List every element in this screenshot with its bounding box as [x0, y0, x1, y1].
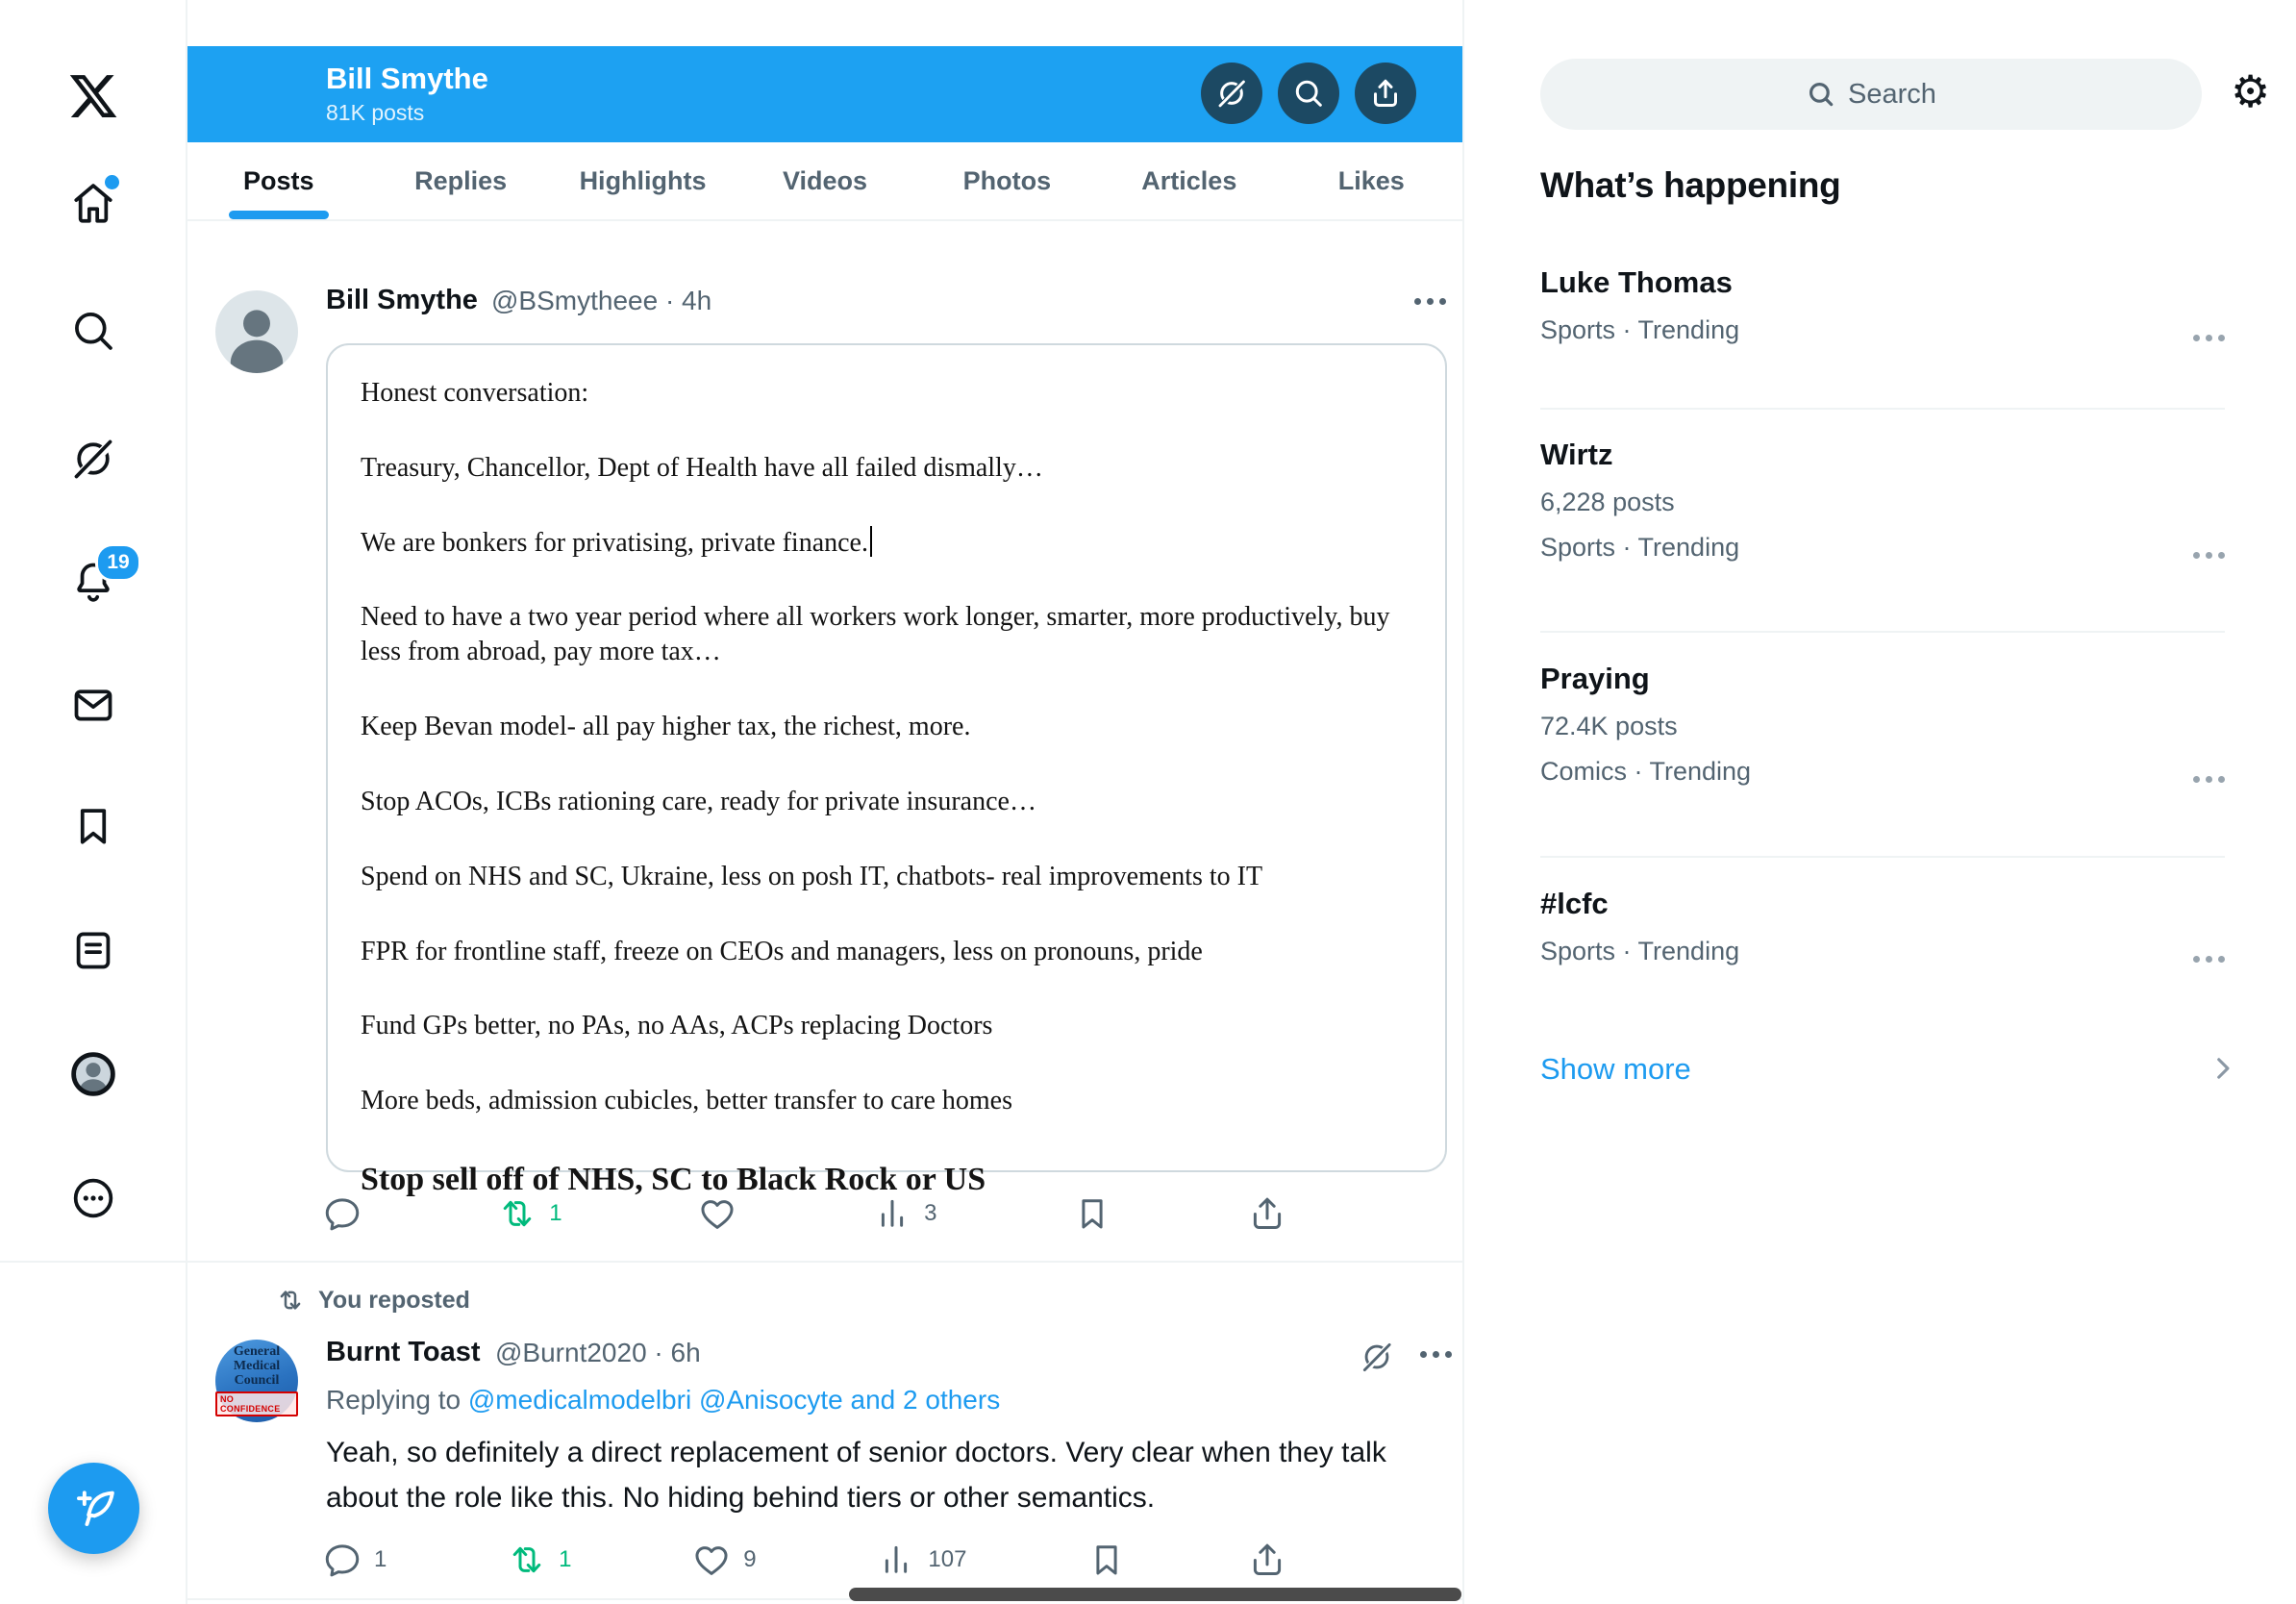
tweet1-actions: [322, 1192, 1287, 1235]
profile-avatar-icon[interactable]: [66, 1047, 120, 1101]
trend-title[interactable]: Praying: [1540, 662, 1650, 695]
profile-name: Bill Smythe: [326, 62, 488, 95]
image-text-line: More beds, admission cubicles, better transfer to care homes: [361, 1086, 1013, 1116]
explore-search-icon[interactable]: [66, 304, 120, 358]
x-logo[interactable]: [66, 69, 120, 123]
trend-more-icon[interactable]: [2193, 956, 2225, 963]
image-text-line-bold: Stop sell off of NHS, SC to Black Rock or US: [361, 1162, 986, 1198]
analytics-button[interactable]: 3: [872, 1193, 936, 1234]
trend-title[interactable]: Wirtz: [1540, 438, 1613, 471]
trend-item[interactable]: [1540, 265, 2225, 345]
trend-divider: [1540, 408, 2225, 410]
timeline-column: [186, 0, 1464, 1604]
share-button[interactable]: [1247, 1540, 1287, 1580]
tab-articles[interactable]: Articles: [1141, 165, 1237, 195]
image-text-line: Honest conversation:: [361, 378, 589, 408]
tweet1-handle-time[interactable]: @BSmytheee · 4h: [491, 286, 712, 315]
trend-more-icon[interactable]: [2193, 335, 2225, 341]
trend-title[interactable]: #lcfc: [1540, 887, 1609, 920]
profile-header: [187, 46, 1462, 142]
trend-divider: [1540, 631, 2225, 633]
image-text-line: Need to have a two year period where all workers work longer, smarter, more productively, buy less from abroad, pay more tax…: [361, 602, 1390, 667]
tab-videos[interactable]: Videos: [782, 165, 867, 195]
image-text-line: Spend on NHS and SC, Ukraine, less on posh IT, chatbots- real improvements to IT: [361, 861, 1263, 891]
repost-label: You reposted: [318, 1286, 470, 1314]
lists-icon[interactable]: [66, 923, 120, 977]
repost-button[interactable]: 1: [497, 1193, 562, 1234]
tweet1-avatar[interactable]: [215, 290, 298, 373]
trend-meta: Sports · Trending: [1540, 937, 1740, 965]
trend-post-count: 72.4K posts: [1540, 712, 1678, 740]
replying-to-line: Replying to @medicalmodelbri @Anisocyte and 2 others: [326, 1385, 1001, 1415]
tweet1-more-icon[interactable]: [1414, 298, 1446, 305]
tweet2-more-icon[interactable]: [1420, 1351, 1452, 1358]
tweet2-grok-icon[interactable]: [1359, 1339, 1395, 1375]
repost-button[interactable]: 1: [507, 1540, 571, 1580]
settings-gear-icon[interactable]: ⚙: [2231, 65, 2271, 117]
tweet1-display-name[interactable]: Bill Smythe: [326, 285, 478, 315]
header-grok-button[interactable]: [1201, 63, 1262, 124]
trend-post-count: 6,228 posts: [1540, 488, 1675, 516]
whats-happening-title: What’s happening: [1540, 165, 1841, 205]
tweet1-image-attachment[interactable]: [326, 343, 1447, 1198]
trend-title[interactable]: Luke Thomas: [1540, 265, 1733, 299]
profile-posts-count: 81K posts: [326, 100, 425, 125]
right-panel: [1466, 0, 2296, 1604]
header-share-button[interactable]: [1355, 63, 1416, 124]
trend-divider: [1540, 856, 2225, 858]
bookmark-button[interactable]: [1086, 1540, 1127, 1580]
tab-posts[interactable]: Posts: [187, 142, 369, 219]
replying-mentions-link[interactable]: @medicalmodelbri @Anisocyte and 2 others: [467, 1385, 1001, 1415]
messages-icon[interactable]: [66, 678, 120, 732]
tab-photos[interactable]: Photos: [962, 165, 1052, 195]
search-input[interactable]: [1540, 59, 2202, 130]
repost-indicator: [276, 1286, 470, 1315]
trend-meta: Sports · Trending: [1540, 533, 1740, 562]
tweet2-handle-time[interactable]: @Burnt2020 · 6h: [495, 1338, 701, 1367]
profile-tabs: [187, 142, 1462, 221]
show-more-link[interactable]: Show more: [1540, 1052, 1691, 1086]
more-icon[interactable]: [66, 1171, 120, 1225]
reply-button[interactable]: 1: [322, 1540, 387, 1580]
tweet2-text: Yeah, so definitely a direct replacement of senior doctors. Very clear when they talk about the role like this. No hiding behind tiers or other semantics.: [326, 1437, 1386, 1515]
trend-meta: Comics · Trending: [1540, 757, 1752, 786]
home-icon[interactable]: [66, 176, 120, 230]
compose-post-button[interactable]: [48, 1463, 139, 1554]
image-text-line: Treasury, Chancellor, Dept of Health have all failed dismally…: [361, 452, 1043, 483]
header-search-button[interactable]: [1278, 63, 1339, 124]
trend-item[interactable]: [1540, 887, 2225, 966]
tweet2-avatar[interactable]: General Medical Council NO CONFIDENCE: [215, 1340, 298, 1422]
search-placeholder: Search: [1848, 78, 1936, 110]
analytics-button[interactable]: 107: [876, 1540, 966, 1580]
image-text-line: FPR for frontline staff, freeze on CEOs and managers, less on pronouns, pride: [361, 936, 1203, 966]
chevron-right-icon: [2207, 1052, 2239, 1085]
bookmark-button[interactable]: [1072, 1193, 1112, 1234]
image-text-line: Fund GPs better, no PAs, no AAs, ACPs replacing Doctors: [361, 1011, 993, 1041]
notifications-icon[interactable]: [66, 551, 130, 609]
trend-more-icon[interactable]: [2193, 552, 2225, 559]
reply-button[interactable]: [322, 1193, 362, 1234]
trend-item[interactable]: [1540, 438, 2225, 563]
tab-highlights[interactable]: Highlights: [579, 165, 707, 195]
share-button[interactable]: [1247, 1193, 1287, 1234]
image-text-line: We are bonkers for privatising, private finance.: [361, 526, 1412, 561]
like-button[interactable]: 9: [691, 1540, 756, 1580]
tab-likes[interactable]: Likes: [1337, 165, 1405, 195]
image-text-line: Stop ACOs, ICBs rationing care, ready for private insurance…: [361, 786, 1036, 816]
image-text-line: Keep Bevan model- all pay higher tax, the richest, more.: [361, 712, 971, 742]
bookmarks-icon[interactable]: [66, 799, 120, 853]
left-nav-sidebar: [0, 0, 186, 1604]
tweet2-display-name[interactable]: Burnt Toast: [326, 1337, 481, 1367]
notifications-badge: 19: [95, 543, 141, 582]
grok-icon[interactable]: [66, 432, 120, 486]
tweet-separator: [0, 1261, 1464, 1263]
trend-meta: Sports · Trending: [1540, 315, 1740, 344]
trend-more-icon[interactable]: [2193, 776, 2225, 783]
text-cursor: [870, 526, 872, 557]
tab-replies[interactable]: Replies: [414, 165, 508, 195]
like-button[interactable]: [697, 1193, 737, 1234]
home-indicator-bar[interactable]: [849, 1588, 1461, 1601]
home-new-indicator: [102, 172, 122, 192]
tweet2-actions: [322, 1539, 1287, 1581]
trend-item[interactable]: [1540, 662, 2225, 787]
